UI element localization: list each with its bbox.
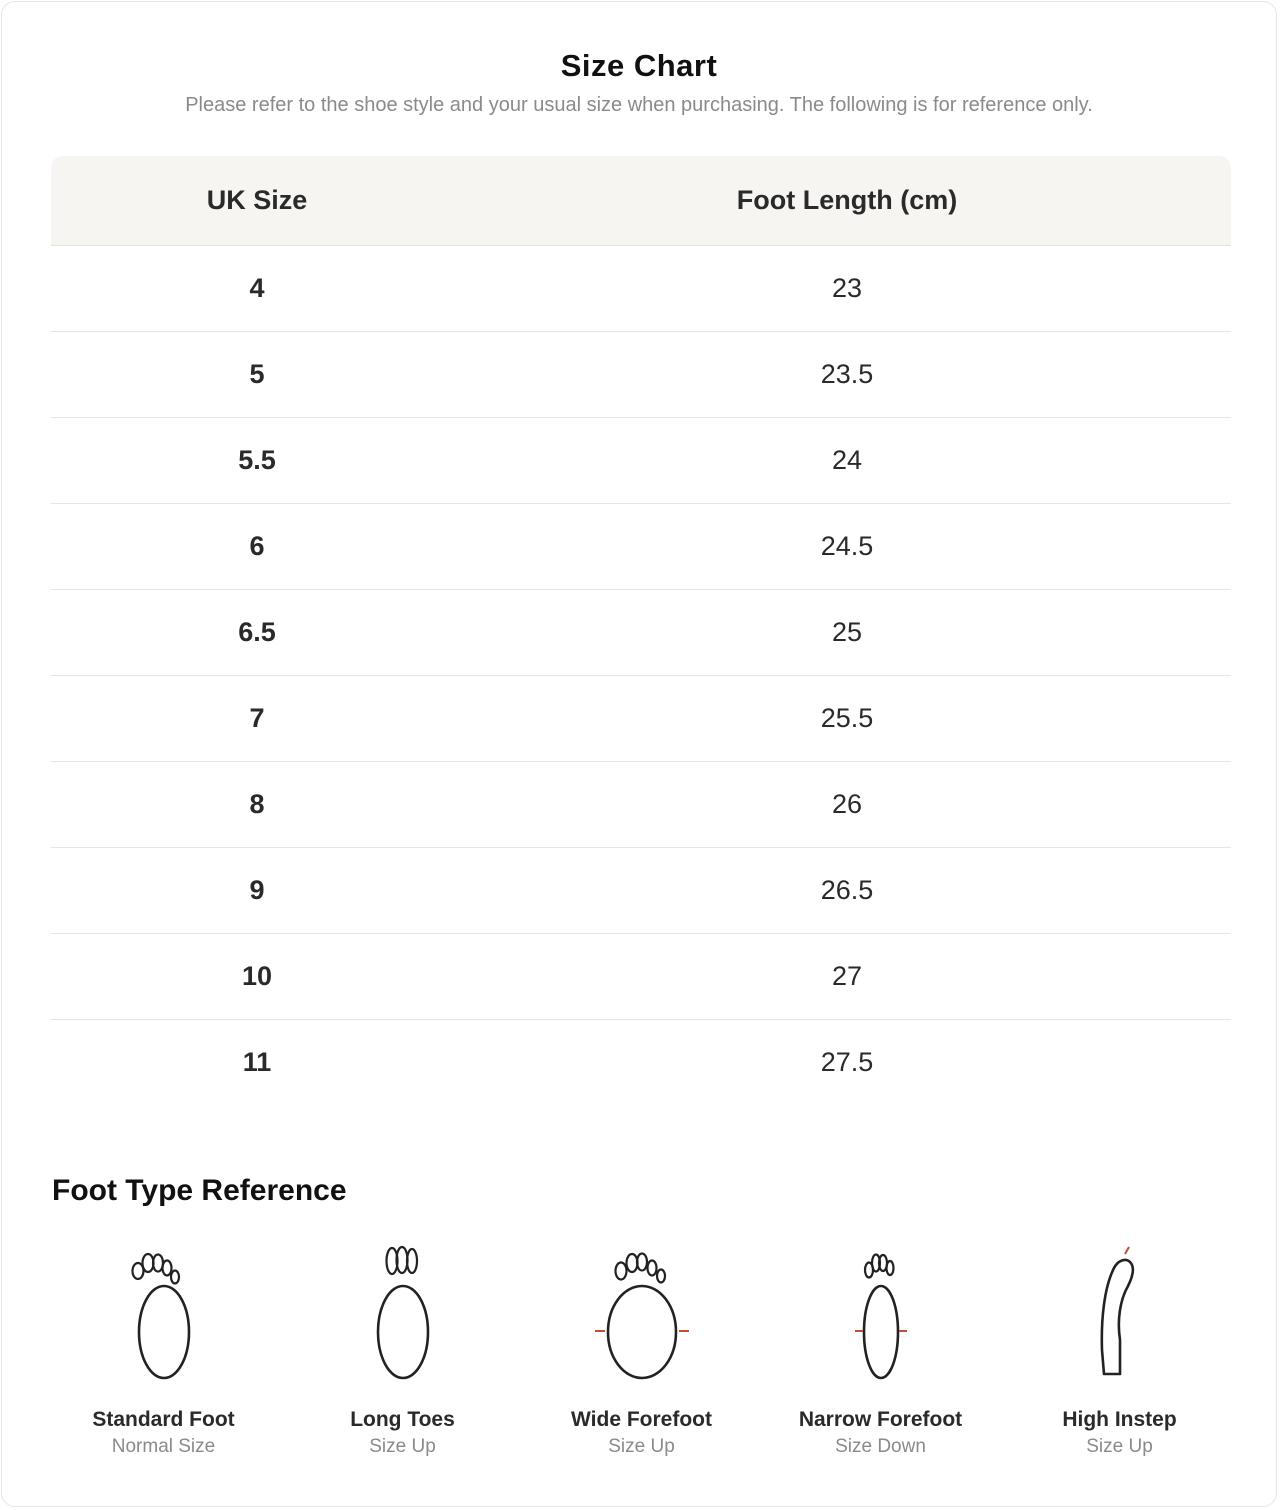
foot-length-cell: 27.5 (820, 1047, 874, 1077)
size-chart-card (1, 1, 1277, 1507)
foot-type-advice: Size Down (835, 1436, 926, 1457)
foot-type-advice: Normal Size (111, 1436, 216, 1457)
foot-type-narrow-forefoot (761, 1240, 1000, 1458)
foot-length-cell: 27 (831, 961, 863, 991)
foot-type-name: Standard Foot (92, 1408, 235, 1431)
table-row (51, 246, 1231, 332)
uk-size-cell: 11 (242, 1047, 272, 1077)
foot-type-reference-title: Foot Type Reference (52, 1174, 347, 1207)
table-row (51, 934, 1231, 1020)
foot-type-long-toes (283, 1240, 522, 1458)
table-row (51, 590, 1231, 676)
page-subtitle: Please refer to the shoe style and your usual size when purchasing. The following is for reference only. (185, 94, 1093, 116)
size-table (51, 156, 1231, 1105)
foot-length-cell: 25.5 (820, 703, 874, 733)
uk-size-cell: 9 (249, 875, 265, 905)
uk-size-cell: 6.5 (238, 617, 276, 647)
table-row (51, 1020, 1231, 1105)
foot-length-cell: 24.5 (820, 531, 874, 561)
foot-type-list (44, 1240, 1240, 1458)
table-row (51, 848, 1231, 934)
uk-size-cell: 8 (249, 789, 265, 819)
foot-type-name: Narrow Forefoot (798, 1408, 963, 1431)
uk-size-cell: 10 (241, 961, 273, 991)
column-header-foot-length: Foot Length (cm) (736, 185, 958, 215)
foot-type-name: High Instep (1062, 1408, 1177, 1431)
foot-length-cell: 24 (831, 445, 863, 475)
foot-length-cell: 26.5 (820, 875, 874, 905)
foot-type-high-instep (1000, 1240, 1239, 1458)
uk-size-cell: 7 (249, 703, 265, 733)
foot-type-name: Wide Forefoot (571, 1408, 712, 1431)
foot-type-advice: Size Up (369, 1436, 436, 1457)
uk-size-cell: 6 (249, 531, 265, 561)
table-row (51, 418, 1231, 504)
high-instep-icon (1080, 1240, 1160, 1382)
table-row (51, 504, 1231, 590)
foot-length-cell: 26 (831, 789, 863, 819)
foot-type-advice: Size Up (1086, 1436, 1153, 1457)
table-row (51, 762, 1231, 848)
foot-length-cell: 23.5 (820, 359, 874, 389)
foot-length-cell: 25 (831, 617, 863, 647)
wide-forefoot-icon (587, 1240, 697, 1382)
uk-size-cell: 4 (249, 273, 265, 303)
uk-size-cell: 5 (249, 359, 265, 389)
page-title: Size Chart (560, 48, 718, 83)
uk-size-cell: 5.5 (238, 445, 276, 475)
foot-length-cell: 23 (831, 273, 863, 303)
foot-type-standard (44, 1240, 283, 1458)
standard-foot-icon (124, 1240, 204, 1382)
narrow-forefoot-icon (841, 1240, 921, 1382)
table-row (51, 332, 1231, 418)
foot-type-advice: Size Up (608, 1436, 675, 1457)
long-toes-foot-icon (363, 1240, 443, 1382)
foot-type-name: Long Toes (350, 1408, 455, 1431)
table-row (51, 676, 1231, 762)
table-header (51, 156, 1231, 246)
foot-type-wide-forefoot (522, 1240, 761, 1458)
column-header-uk-size: UK Size (206, 185, 308, 215)
table-body (51, 246, 1231, 1105)
